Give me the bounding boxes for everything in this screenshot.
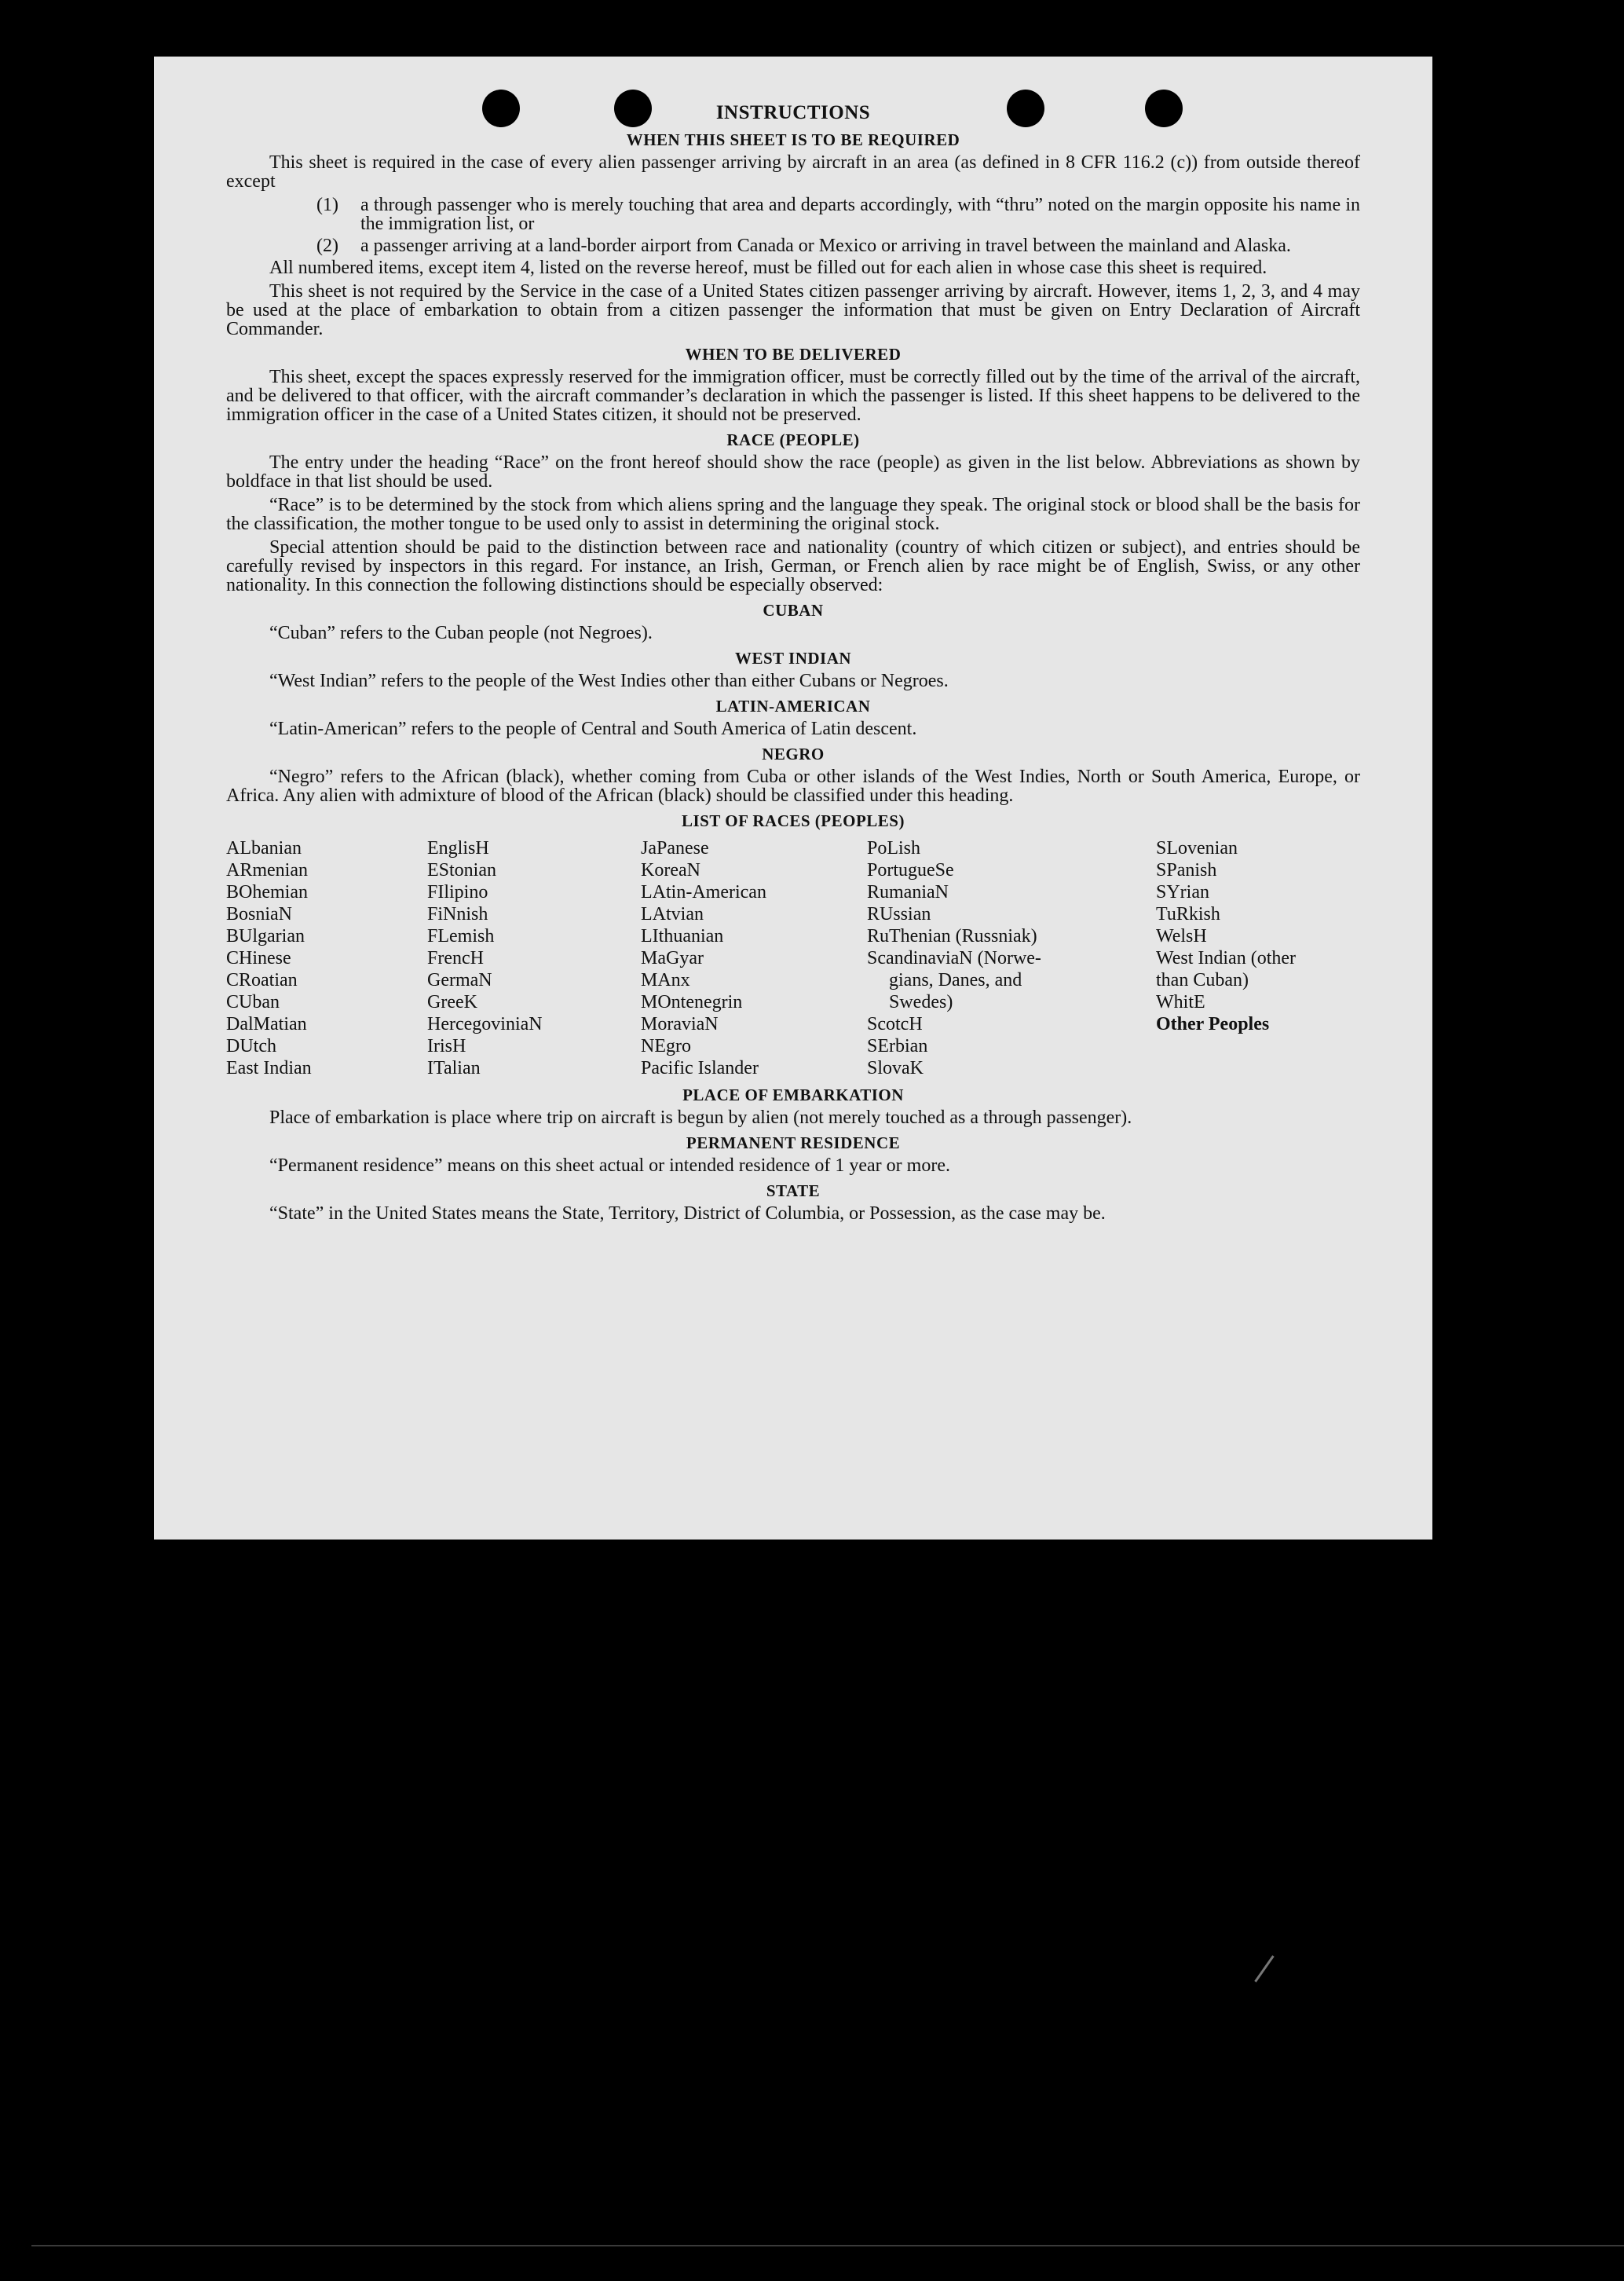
race-entry: MoraviaN <box>641 1014 719 1034</box>
section-heading-when-delivered: WHEN TO BE DELIVERED <box>685 345 902 364</box>
state-text: “State” in the United States means the State, Territory, District of Columbia, or Possession, as the case may be. <box>269 1203 1106 1224</box>
section-heading-race: RACE (PEOPLE) <box>726 430 860 449</box>
race-entry: FIlipino <box>427 882 488 903</box>
race-entry: DUtch <box>226 1036 276 1056</box>
race-entry: GermaN <box>427 970 492 990</box>
races-column-1 <box>226 837 427 1079</box>
race-entry: ARmenian <box>226 860 308 881</box>
race-entry: ITalian <box>427 1058 481 1078</box>
when-required-intro: This sheet is required in the case of every alien passenger arriving by aircraft in an area (as defined in 8 CFR 116.2 (c)) from outside thereof except <box>226 152 1360 192</box>
race-entry: ALbanian <box>226 838 302 859</box>
race-entry: FrencH <box>427 948 484 968</box>
races-column-2 <box>427 837 641 1079</box>
race-entry: FiNnish <box>427 904 488 924</box>
race-entry: SlovaK <box>867 1058 924 1078</box>
negro-text: “Negro” refers to the African (black), whether coming from Cuba or other islands of the West Indies, North or South America, Europe, or Africa. Any alien with admixture of blood of the African (black) should be classified under this heading. <box>226 767 1360 806</box>
race-entry: PortugueSe <box>867 860 954 881</box>
race-entry: MAnx <box>641 970 690 990</box>
item-text: a through passenger who is merely touching that area and departs accordingly, with “thru” noted on the margin opposite his name in the immigration list, or <box>360 195 1360 234</box>
when-required-para3: This sheet is not required by the Service in the case of a United States citizen passenger arriving by aircraft. However, items 1, 2, 3, and 4 may be used at the place of embarkation to obtain from a citizen passenger the information that must be given on Entry Declaration of Aircraft Commander. <box>226 281 1360 339</box>
punch-hole <box>482 90 520 127</box>
race-entry: HercegoviniaN <box>427 1014 543 1034</box>
when-delivered-text: This sheet, except the spaces expressly reserved for the immigration officer, must be correctly filled out by the time of the arrival of the aircraft, and be delivered to that officer, with the aircraft commander’s declaration in which the passenger is listed. If this sheet happens to be delivered to the immigration officer in the case of a United States citizen, it should not be preserved. <box>226 367 1360 425</box>
cuban-text: “Cuban” refers to the Cuban people (not Negroes). <box>269 623 653 643</box>
race-entry: CUban <box>226 992 280 1012</box>
latin-american-text: “Latin-American” refers to the people of Central and South America of Latin descent. <box>269 719 917 739</box>
when-required-para2: All numbered items, except item 4, listed on the reverse hereof, must be filled out for each alien in whose case this sheet is required. <box>269 258 1267 278</box>
race-entry: GreeK <box>427 992 477 1012</box>
scan-mark <box>1254 1955 1274 1982</box>
race-entry: BUlgarian <box>226 926 305 946</box>
punch-hole <box>1145 90 1183 127</box>
race-entry: TuRkish <box>1156 904 1220 924</box>
race-entry: BosniaN <box>226 904 292 924</box>
race-entry: SLovenian <box>1156 838 1238 859</box>
punch-hole <box>614 90 652 127</box>
race-entry: MaGyar <box>641 948 704 968</box>
section-heading-when-required: WHEN THIS SHEET IS TO BE REQUIRED <box>626 130 960 149</box>
races-column-4 <box>867 837 1156 1079</box>
race-entry: Pacific Islander <box>641 1058 759 1078</box>
list-item <box>226 196 1360 233</box>
races-column-3 <box>641 837 867 1079</box>
race-entry: EStonian <box>427 860 496 881</box>
section-heading-west-indian: WEST INDIAN <box>734 649 852 668</box>
race-entry: DalMatian <box>226 1014 307 1034</box>
race-entry: Other Peoples <box>1156 1014 1270 1034</box>
race-entry: ScandinaviaN (Norwe- <box>867 948 1041 968</box>
item-number: (2) <box>316 236 338 256</box>
race-para1: The entry under the heading “Race” on the front hereof should show the race (people) as given in the list below. Abbreviations as shown by boldface in that list should be used. <box>226 452 1360 492</box>
race-entry: SPanish <box>1156 860 1217 881</box>
race-entry: NEgro <box>641 1036 691 1056</box>
races-list <box>226 837 1360 1079</box>
race-entry: LIthuanian <box>641 926 724 946</box>
race-entry: SErbian <box>867 1036 928 1056</box>
race-entry: RuThenian (Russniak) <box>867 926 1037 946</box>
races-column-5 <box>1156 837 1360 1079</box>
section-heading-cuban: CUBAN <box>763 601 824 620</box>
section-heading-embarkation: PLACE OF EMBARKATION <box>682 1086 904 1104</box>
race-entry: JaPanese <box>641 838 709 859</box>
section-heading-races-list: LIST OF RACES (PEOPLES) <box>682 811 905 830</box>
race-entry: LAtvian <box>641 904 704 924</box>
race-entry: West Indian (other <box>1156 948 1297 968</box>
race-entry: CHinese <box>226 948 291 968</box>
race-entry: LAtin-American <box>641 882 766 903</box>
race-entry: FLemish <box>427 926 495 946</box>
race-entry: IrisH <box>427 1036 466 1056</box>
item-text: a passenger arriving at a land-border airport from Canada or Mexico or arriving in travel between the mainland and Alaska. <box>360 236 1291 256</box>
item-number: (1) <box>316 195 338 215</box>
west-indian-text: “West Indian” refers to the people of the West Indies other than either Cubans or Negroes. <box>269 671 949 691</box>
section-heading-state: STATE <box>766 1181 821 1200</box>
section-heading-latin-american: LATIN-AMERICAN <box>715 697 871 716</box>
scan-edge-line <box>31 2245 1624 2246</box>
punch-hole <box>1007 90 1044 127</box>
race-entry: CRoatian <box>226 970 298 990</box>
race-entry: gians, Danes, and <box>889 970 1022 990</box>
race-entry: PoLish <box>867 838 921 859</box>
section-heading-negro: NEGRO <box>762 745 825 763</box>
race-entry: than Cuban) <box>1156 970 1249 990</box>
race-entry: WhitE <box>1156 992 1205 1012</box>
race-entry: ScotcH <box>867 1014 923 1034</box>
list-item <box>226 236 1360 255</box>
race-entry: KoreaN <box>641 860 700 881</box>
race-entry: WelsH <box>1156 926 1207 946</box>
page-title: INSTRUCTIONS <box>715 102 871 123</box>
race-para2: “Race” is to be determined by the stock from which aliens spring and the language they speak. The original stock or blood shall be the basis for the classification, the mother tongue to be used only to assist in determining the original stock. <box>226 495 1360 534</box>
embarkation-text: Place of embarkation is place where trip on aircraft is begun by alien (not merely touched as a through passenger). <box>269 1108 1132 1128</box>
instruction-sheet <box>154 57 1432 1540</box>
section-heading-residence: PERMANENT RESIDENCE <box>686 1133 901 1152</box>
race-para3: Special attention should be paid to the distinction between race and nationality (country of which citizen or subject), and entries should be carefully revised by inspectors in this regard. For instance, an Irish, German, or French alien by race might be of English, Swiss, or any other nationality. In this connection the following distinctions should be especially observed: <box>226 537 1360 595</box>
race-entry: RumaniaN <box>867 882 949 903</box>
race-entry: East Indian <box>226 1058 312 1078</box>
race-entry: BOhemian <box>226 882 308 903</box>
residence-text: “Permanent residence” means on this sheet actual or intended residence of 1 year or more. <box>269 1155 950 1176</box>
race-entry: RUssian <box>867 904 931 924</box>
race-entry: EnglisH <box>427 838 489 859</box>
race-entry: MOntenegrin <box>641 992 743 1012</box>
race-entry: Swedes) <box>889 992 953 1012</box>
race-entry: SYrian <box>1156 882 1209 903</box>
